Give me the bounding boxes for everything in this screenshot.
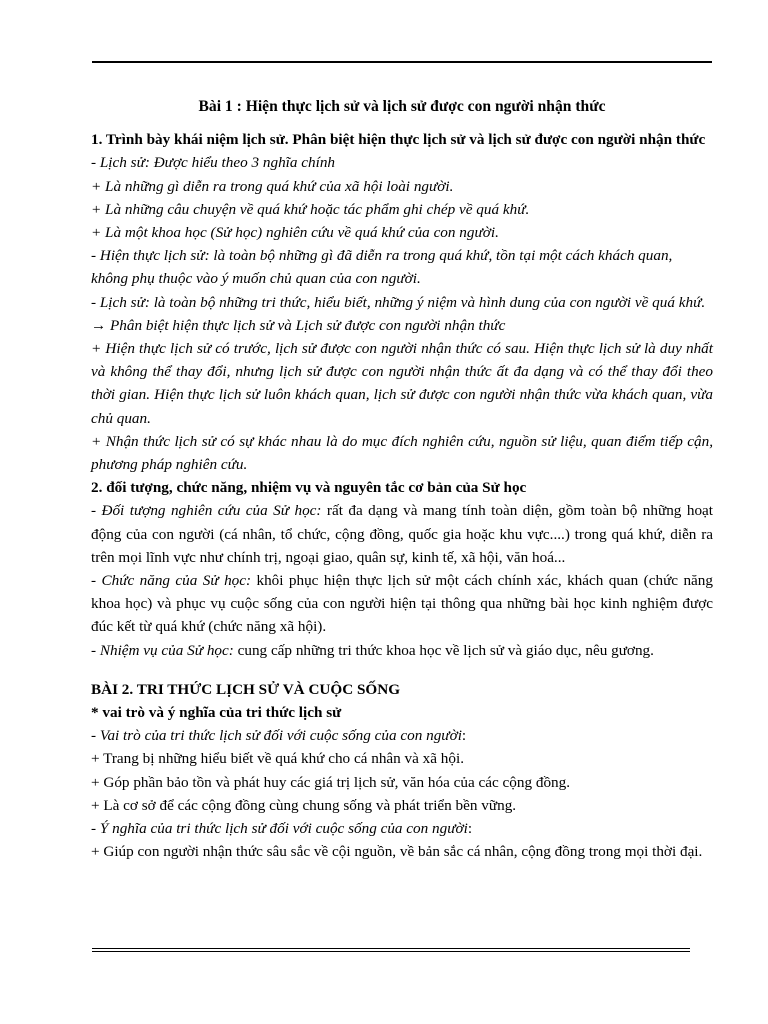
meaning-heading [91,817,713,840]
meaning-item: + Giúp con người nhận thức sâu sắc về cội nguồn, về bản sắc cá nhân, cộng đồng trong mọi thời đại. [91,843,703,861]
arrow-icon: → [91,316,107,334]
s2-item-text: cung cấp những tri thức khoa học về lịch sử và giáo dục, nêu gương. [233,641,654,659]
role-colon: : [461,727,467,745]
s2-item-text: khôi phục hiện thực lịch sử một cách chính xác, khách quan (chức năng khoa học) và phục vụ cuộc sống của con người hiện tại thông qua những bài học kinh nghiệm được đúc kết từ quá khứ (chức năng xã hội). [91,572,713,636]
s1-arrow-line [91,314,713,337]
top-rule [92,61,712,63]
s1-line: + Là một khoa học (Sử học) nghiên cứu về quá khứ của con người. [91,224,499,242]
s1-line: + Là những gì diễn ra trong quá khứ của xã hội loài người. [91,177,454,195]
s2-item-text: rất đa dạng và mang tính toàn diện, gồm toàn bộ những hoạt động của con người (cá nhân, tổ chức, cộng đồng, quốc gia hoặc khu vực....) trong quá khứ, diễn ra trên mọi lĩnh vực như chính trị, ngoại giao, quân sự, kinh tế, xã hội, văn hoá... [91,502,713,566]
s1-line: - Lịch sử: Được hiểu theo 3 nghĩa chính [91,154,336,172]
s1-line: - Lịch sử: là toàn bộ những tri thức, hiểu biết, những ý niệm và hình dung của con người về quá khứ. [91,293,706,311]
meaning-label: - Ý nghĩa của tri thức lịch sử đối với cuộc sống của con người [91,820,468,838]
s2-item-label: - Nhiệm vụ của Sử học: [91,641,234,659]
s1-line: + Là những câu chuyện về quá khứ hoặc tác phẩm ghi chép về quá khứ. [91,200,530,218]
document-body [91,95,713,864]
s1-more: + Nhận thức lịch sử có sự khác nhau là do mục đích nghiên cứu, nguồn sử liệu, quan điểm tiếp cận, phương pháp nghiên cứu. [91,432,713,474]
s1-line: - Hiện thực lịch sử: là toàn bộ những gì đã diễn ra trong quá khứ, tồn tại một cách khách quan, không phụ thuộc vào ý muốn chủ quan của con người. [91,247,673,288]
section-2-heading: 2. đối tượng, chức năng, nhiệm vụ và nguyên tắc cơ bản của Sử học [91,479,527,497]
s2-item-label: - Chức năng của Sử học: [91,572,252,590]
s1-more: + Hiện thực lịch sử có trước, lịch sử được con người nhận thức có sau. Hiện thực lịch sử là duy nhất và không thể thay đổi, nhưng lịch sử được con người nhận thức ất đa dạng và có thể thay đổi theo thời gian. Hiện thực lịch sử luôn khách quan, lịch sử được con người nhận thức vừa khách quan, vừa chủ quan. [91,340,713,427]
lesson-2-subheading: * vai trò và ý nghĩa của tri thức lịch sử [91,704,342,722]
s2-item [91,499,713,569]
page-title: Bài 1 : Hiện thực lịch sử và lịch sử được con người nhận thức [198,98,606,115]
role-heading [91,724,713,747]
role-label: - Vai trò của tri thức lịch sử đối với cuộc sống của con người [91,727,462,745]
s2-item-label: - Đối tượng nghiên cứu của Sử học: [91,502,322,520]
section-1-heading: 1. Trình bày khái niệm lịch sử. Phân biệt hiện thực lịch sử và lịch sử được con người nhận thức [91,131,706,149]
meaning-colon: : [467,820,473,838]
s2-item [91,639,713,662]
s1-arrow-text: Phân biệt hiện thực lịch sử và Lịch sử được con người nhận thức [106,316,506,334]
role-item: + Trang bị những hiểu biết về quá khứ cho cá nhân và xã hội. [91,750,465,768]
role-item: + Góp phần bảo tồn và phát huy các giá trị lịch sử, văn hóa của các cộng đồng. [91,773,571,791]
lesson-2-title: BÀI 2. TRI THỨC LỊCH SỬ VÀ CUỘC SỐNG [91,680,401,698]
s2-item [91,569,713,639]
role-item: + Là cơ sở để các cộng đồng cùng chung sống và phát triển bền vững. [91,796,517,814]
bottom-rule [92,948,690,952]
